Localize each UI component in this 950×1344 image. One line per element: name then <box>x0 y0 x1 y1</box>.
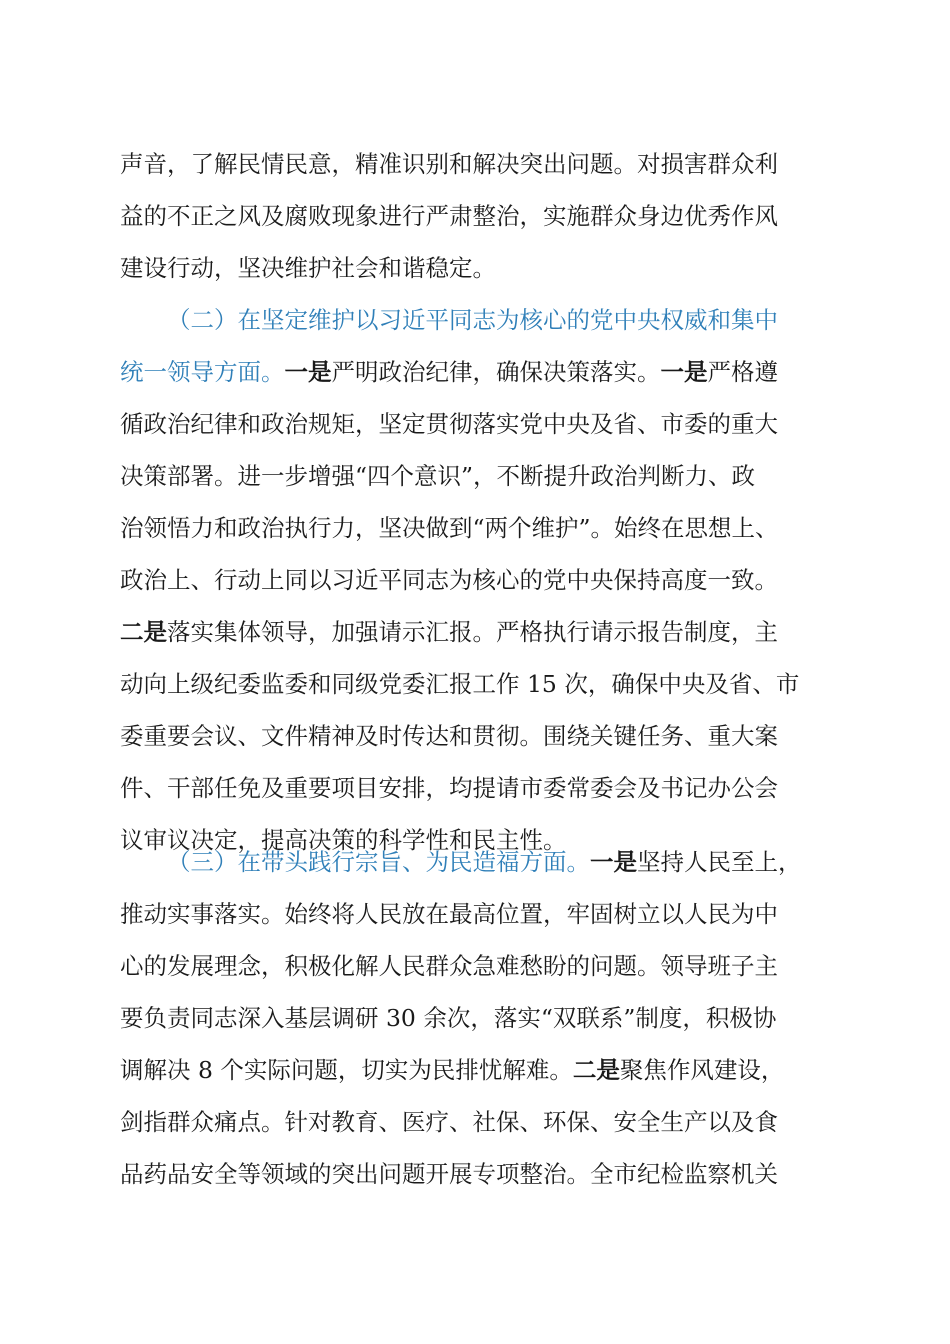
text-run: 循政治纪律和政治规矩，坚定贯彻落实党中央及省、市委的重大 <box>120 410 778 438</box>
paragraph-line <box>120 606 830 658</box>
section-heading-line <box>167 836 877 888</box>
paragraph-line <box>120 710 830 762</box>
text-run: 益的不正之风及腐败现象进行严肃整治，实施群众身边优秀作风 <box>120 202 778 230</box>
text-run: 剑指群众痛点。针对教育、医疗、社保、环保、安全生产以及食 <box>120 1108 778 1136</box>
text-run: 严明政治纪律，确保决策落实。 <box>331 358 661 386</box>
paragraph-line <box>120 450 830 502</box>
paragraph-line <box>120 888 830 940</box>
text-run: 聚焦作风建设， <box>619 1056 785 1084</box>
paragraph-line <box>120 1148 830 1200</box>
paragraph-line <box>120 762 830 814</box>
paragraph-line <box>120 242 830 294</box>
text-run: 调解决 8 个实际问题，切实为民排忧解难。 <box>120 1056 573 1084</box>
text-run: 心的发展理念，积极化解人民群众急难愁盼的问题。领导班子主 <box>120 952 778 980</box>
text-run: 声音，了解民情民意，精准识别和解决突出问题。对损害群众利 <box>120 150 778 178</box>
paragraph-line <box>120 138 830 190</box>
section-heading-3: （三）在带头践行宗旨、为民造福方面。 <box>167 848 590 876</box>
text-run: 品药品安全等领域的突出问题开展专项整治。全市纪检监察机关 <box>120 1160 778 1188</box>
text-run: 要负责同志深入基层调研 30 余次，落实“双联系”制度，积极协 <box>120 1004 777 1032</box>
section-heading-line <box>167 294 877 346</box>
text-run: 件、干部任免及重要项目安排，均提请市委常委会及书记办公会 <box>120 774 778 802</box>
paragraph-line <box>120 1096 830 1148</box>
bold-marker: 一是 <box>590 848 637 876</box>
text-run: 严格遵 <box>707 358 778 386</box>
paragraph-line <box>120 346 830 398</box>
bold-marker: 二是 <box>120 618 167 646</box>
text-run: 委重要会议、文件精神及时传达和贯彻。围绕关键任务、重大案 <box>120 722 778 750</box>
text-run: 决策部署。进一步增强“四个意识”，不断提升政治判断力、政 <box>120 462 756 490</box>
paragraph-line <box>120 190 830 242</box>
text-run: 坚持人民至上， <box>637 848 802 876</box>
text-run: 议审议决定，提高决策的科学性和民主性。 <box>120 826 567 854</box>
paragraph-line <box>120 398 830 450</box>
paragraph-line <box>120 1044 830 1096</box>
paragraph-line <box>120 658 830 710</box>
section-heading-2: （二）在坚定维护以习近平同志为核心的党中央权威和集中 <box>167 306 778 334</box>
text-run: 治领悟力和政治执行力，坚决做到“两个维护”。始终在思想上、 <box>120 514 779 542</box>
text-run: 政治上、行动上同以习近平同志为核心的党中央保持高度一致。 <box>120 566 778 594</box>
text-run: 建设行动，坚决维护社会和谐稳定。 <box>120 254 496 282</box>
section-heading-2-end: 统一领导方面。 <box>120 358 285 386</box>
bold-marker: 二是 <box>572 1056 620 1084</box>
text-run: 动向上级纪委监委和同级党委汇报工作 15 次，确保中央及省、市 <box>120 670 800 698</box>
paragraph-line <box>120 502 830 554</box>
paragraph-line <box>120 940 830 992</box>
text-run: 落实集体领导，加强请示汇报。严格执行请示报告制度，主 <box>167 618 778 646</box>
paragraph-line <box>120 554 830 606</box>
text-run: 推动实事落实。始终将人民放在最高位置，牢固树立以人民为中 <box>120 900 778 928</box>
bold-marker: 一是 <box>284 358 332 386</box>
bold-marker: 一是 <box>660 358 708 386</box>
paragraph-line <box>120 992 830 1044</box>
